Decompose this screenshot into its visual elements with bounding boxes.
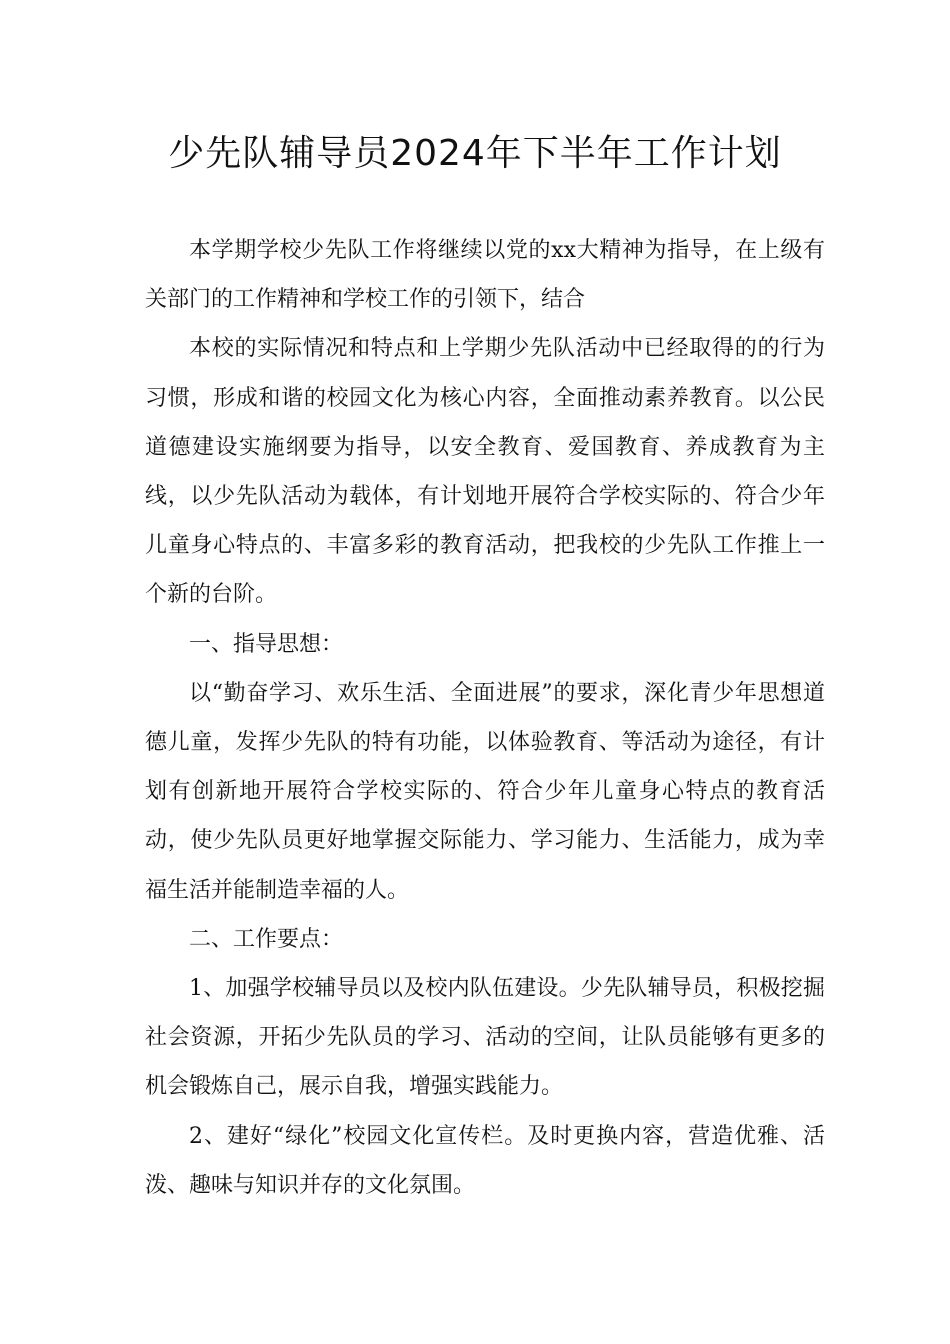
document-body [145, 226, 825, 1210]
paragraph-intro-2: 本校的实际情况和特点和上学期少先队活动中已经取得的的行为习惯，形成和谐的校园文化为核心内容，全面推动素养教育。以公民道德建设实施纲要为指导，以安全教育、爱国教育、养成教育为主线，以少先队活动为载体，有计划地开展符合学校实际的、符合少年儿童身心特点的、丰富多彩的教育活动，把我校的少先队工作推上一个新的台阶。 [145, 336, 825, 608]
section-heading-guiding-ideology: 一、指导思想： [189, 631, 344, 657]
paragraph-guiding-ideology: 以“勤奋学习、欢乐生活、全面进展”的要求，深化青少年思想道德儿童，发挥少先队的特有功能，以体验教育、等活动为途径，有计划有创新地开展符合学校实际的、符合少年儿童身心特点的教育活动，使少先队员更好地掌握交际能力、学习能力、生活能力，成为幸福生活并能制造幸福的人。 [145, 680, 825, 903]
document-title: 少先队辅导员2024年下半年工作计划 [168, 133, 782, 174]
paragraph-work-point-2: 2、建好“绿化”校园文化宣传栏。及时更换内容，营造优雅、活泼、趣味与知识并存的文化氛围。 [145, 1123, 825, 1198]
paragraph-intro-1: 本学期学校少先队工作将继续以党的xx大精神为指导，在上级有关部门的工作精神和学校工作的引领下，结合 [145, 238, 825, 313]
section-heading-work-points: 二、工作要点： [189, 926, 344, 952]
paragraph-work-point-1: 1、加强学校辅导员以及校内队伍建设。少先队辅导员，积极挖掘社会资源，开拓少先队员的学习、活动的空间，让队员能够有更多的机会锻炼自己，展示自我，增强实践能力。 [145, 976, 825, 1100]
